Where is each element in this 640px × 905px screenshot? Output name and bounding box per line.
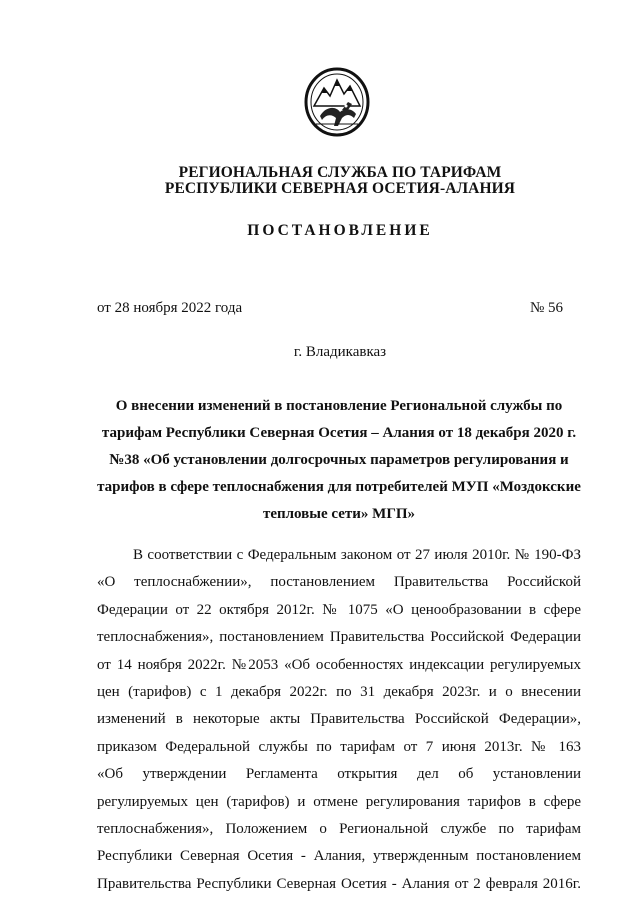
body-line: Федерации от 22 октября 2012г. № 1075 «О ценообразовании в сфере — [97, 601, 581, 618]
body-line: теплоснабжения», Положением о Региональной службе по тарифам — [97, 820, 581, 837]
org-title-line2: РЕСПУБЛИКИ СЕВЕРНАЯ ОСЕТИЯ-АЛАНИЯ — [164, 180, 516, 197]
document-body — [97, 542, 581, 898]
body-line: В соответствии с Федеральным законом от 27 июля 2010г. № 190-ФЗ — [133, 547, 581, 563]
body-line: регулируемых цен (тарифов) и отмене регулирования тарифов в сфере — [97, 793, 581, 810]
subject-line: тепловые сети» МГП» — [262, 506, 416, 522]
body-line: теплоснабжения», постановлением Правительства Российской Федерации — [97, 629, 581, 646]
document-city: г. Владикавказ — [293, 344, 387, 360]
body-line: приказом Федеральной службы по тарифам от 7 июня 2013г. № 163 — [97, 738, 581, 755]
body-line: Правительства Республики Северная Осетия - Алания от 2 февраля 2016г. — [97, 875, 581, 892]
subject-line: тарифам Республики Северная Осетия – Алания от 18 декабря 2020 г. — [101, 425, 577, 441]
org-title-line1: РЕГИОНАЛЬНАЯ СЛУЖБА ПО ТАРИФАМ — [178, 164, 502, 181]
document-type-title: ПОСТАНОВЛЕНИЕ — [247, 222, 433, 239]
subject-line: О внесении изменений в постановление Региональной службы по — [115, 398, 563, 414]
body-line: от 14 ноября 2022г. №2053 «Об особенностях индексации регулируемых — [97, 656, 581, 673]
body-line: изменений в некоторые акты Правительства Российской Федерации», — [97, 711, 581, 728]
subject-line: тарифов в сфере теплоснабжения для потребителей МУП «Моздокские — [97, 479, 581, 495]
subject-line: №38 «Об установлении долгосрочных параметров регулирования и — [109, 452, 569, 468]
body-line: «Об утверждении Регламента открытия дел об установлении — [97, 766, 581, 783]
body-line: Республики Северная Осетия - Алания, утвержденным постановлением — [97, 848, 581, 865]
body-line: «О теплоснабжении», постановлением Правительства Российской — [97, 574, 581, 591]
document-date: от 28 ноября 2022 года — [97, 300, 243, 316]
document-subject — [94, 393, 584, 528]
coat-of-arms-emblem — [302, 66, 372, 138]
body-line: цен (тарифов) с 1 декабря 2022г. по 31 декабря 2023г. и о внесении — [97, 683, 581, 700]
document-number: № 56 — [529, 300, 563, 316]
